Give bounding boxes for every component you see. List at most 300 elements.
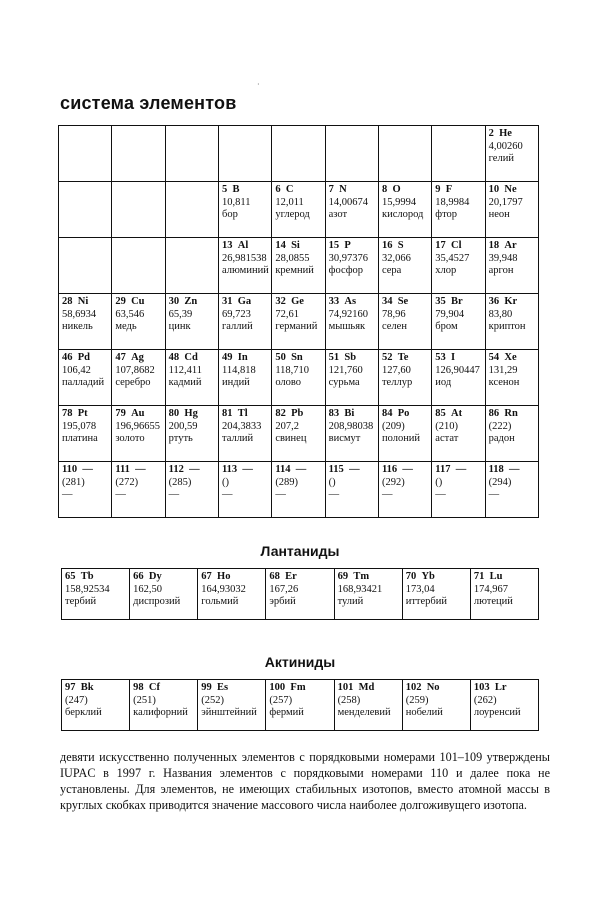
element-symbol: Ge	[291, 296, 304, 307]
element-name: калифорний	[133, 707, 188, 718]
element-cell	[470, 569, 538, 620]
atomic-mass: 83,80	[488, 308, 513, 320]
top-mark: ·	[257, 80, 260, 89]
atomic-number: 36	[488, 296, 500, 307]
periodic-table-main	[58, 125, 539, 518]
element-cell	[334, 680, 402, 731]
element-cell	[218, 350, 271, 406]
element-cell	[402, 680, 470, 731]
atomic-number: 103	[473, 682, 490, 693]
element-cell	[266, 680, 334, 731]
element-name: —	[488, 489, 500, 500]
atomic-number: 110	[62, 464, 78, 475]
element-cell	[62, 569, 130, 620]
empty-cell	[432, 126, 485, 182]
element-cell	[325, 462, 378, 518]
atomic-mass: 195,078	[62, 420, 97, 432]
element-cell	[485, 294, 538, 350]
element-name: индий	[221, 377, 250, 388]
element-symbol: —	[349, 464, 360, 475]
atomic-number: 7	[328, 184, 334, 195]
atomic-mass: 112,411	[168, 364, 203, 376]
element-cell	[432, 294, 485, 350]
element-cell	[198, 569, 266, 620]
element-cell	[59, 350, 112, 406]
element-name: иттербий	[405, 596, 447, 607]
element-symbol: No	[426, 682, 440, 693]
atomic-mass: (257)	[269, 694, 293, 706]
atomic-number: 78	[62, 408, 73, 419]
element-symbol: Al	[237, 240, 249, 251]
element-cell	[165, 406, 218, 462]
element-cell	[218, 238, 271, 294]
atomic-number: 31	[221, 296, 233, 307]
element-name: —	[381, 489, 393, 500]
lanthanides-table	[61, 568, 539, 620]
atomic-mass: (292)	[381, 476, 405, 488]
element-name: хлор	[435, 265, 457, 276]
element-name: неон	[488, 209, 510, 220]
actinides-title: Актиниды	[264, 654, 336, 670]
atomic-number: 102	[405, 682, 422, 693]
element-symbol: Se	[397, 296, 409, 307]
atomic-number: 35	[435, 296, 446, 307]
element-name: —	[62, 489, 73, 500]
table-row	[59, 406, 539, 462]
atomic-number: 84	[381, 408, 393, 419]
atomic-mass: (285)	[168, 476, 192, 488]
element-name: фермий	[269, 707, 304, 718]
element-symbol: O	[392, 184, 401, 195]
atomic-mass: 207,2	[275, 420, 299, 432]
atomic-mass: 127,60	[381, 364, 411, 376]
element-cell	[485, 238, 538, 294]
element-cell	[485, 126, 538, 182]
element-symbol: Dy	[148, 571, 162, 582]
element-cell	[59, 294, 112, 350]
element-name: галлий	[221, 321, 253, 332]
element-name: бор	[221, 209, 238, 220]
element-cell	[112, 462, 165, 518]
element-cell	[485, 462, 538, 518]
element-symbol: I	[451, 352, 456, 363]
element-symbol: —	[189, 464, 200, 475]
element-symbol: Pt	[77, 408, 88, 419]
empty-cell	[165, 182, 218, 238]
element-cell	[112, 294, 165, 350]
atomic-number: 101	[337, 682, 354, 693]
element-symbol: —	[295, 464, 307, 475]
element-name: —	[435, 489, 446, 500]
atomic-number: 52	[381, 352, 393, 363]
element-symbol: Xe	[504, 352, 517, 363]
atomic-mass: 65,39	[168, 308, 193, 320]
table-row	[59, 182, 539, 238]
atomic-number: 13	[221, 240, 233, 251]
atomic-mass: 173,04	[405, 583, 435, 595]
element-symbol: Er	[285, 571, 297, 582]
atomic-number: 29	[115, 296, 126, 307]
element-name: лютеций	[473, 596, 513, 607]
atomic-number: 114	[275, 464, 291, 475]
atomic-mass: (289)	[275, 476, 299, 488]
element-cell	[272, 462, 325, 518]
element-name: кадмий	[168, 377, 202, 388]
atomic-number: 99	[201, 682, 212, 693]
element-symbol: Tm	[353, 571, 370, 582]
atomic-mass: 162,50	[133, 583, 163, 595]
element-symbol: —	[135, 464, 146, 475]
atomic-mass: ()	[221, 476, 229, 488]
footnote	[60, 749, 550, 813]
element-symbol: B	[232, 184, 240, 195]
atomic-number: 28	[62, 296, 73, 307]
element-cell	[334, 569, 402, 620]
atomic-number: 112	[168, 464, 184, 475]
atomic-number: 32	[275, 296, 286, 307]
element-symbol: As	[344, 296, 357, 307]
element-symbol: Kr	[504, 296, 518, 307]
atomic-mass: 79,904	[435, 308, 465, 320]
atomic-mass: 131,29	[488, 364, 518, 376]
element-cell	[272, 350, 325, 406]
element-name: цинк	[168, 321, 191, 332]
empty-cell	[165, 126, 218, 182]
atomic-number: 66	[133, 571, 144, 582]
atomic-mass: 208,98038	[328, 420, 374, 432]
element-cell	[165, 294, 218, 350]
element-name: ксенон	[488, 377, 520, 388]
element-name: —	[168, 489, 180, 500]
atomic-mass: (258)	[337, 694, 361, 706]
element-symbol: —	[82, 464, 93, 475]
atomic-mass: 78,96	[381, 308, 406, 320]
atomic-number: 81	[221, 408, 233, 419]
element-name: кремний	[275, 265, 314, 276]
atomic-number: 115	[328, 464, 344, 475]
atomic-mass: 15,9994	[381, 196, 417, 208]
element-symbol: Tb	[80, 571, 94, 582]
table-row	[59, 350, 539, 406]
atomic-number: 15	[328, 240, 340, 251]
atomic-number: 2	[488, 128, 494, 139]
element-cell	[432, 238, 485, 294]
element-name: криптон	[488, 321, 526, 332]
atomic-number: 10	[488, 184, 500, 195]
atomic-mass: 72,61	[275, 308, 299, 320]
element-name: эйнштейний	[201, 707, 257, 718]
atomic-mass: 58,6934	[62, 308, 97, 320]
atomic-mass: 168,93421	[337, 583, 383, 595]
atomic-number: 14	[275, 240, 286, 251]
element-symbol: At	[451, 408, 463, 419]
atomic-mass: (209)	[381, 420, 405, 432]
element-symbol: Md	[358, 682, 375, 693]
element-symbol: Yb	[421, 571, 435, 582]
element-cell	[402, 569, 470, 620]
element-cell	[470, 680, 538, 731]
element-symbol: In	[237, 352, 248, 363]
atomic-number: 111	[115, 464, 130, 475]
element-cell	[272, 406, 325, 462]
element-name: ртуть	[168, 433, 193, 444]
element-name: алюминий	[221, 265, 269, 276]
atomic-mass: 114,818	[221, 364, 256, 376]
atomic-mass: 196,96655	[115, 420, 160, 432]
element-symbol: Cd	[184, 352, 198, 363]
element-name: золото	[115, 433, 145, 444]
table-row	[59, 462, 539, 518]
element-name: кислород	[381, 209, 424, 220]
element-name: селен	[381, 321, 407, 332]
element-symbol: Sb	[344, 352, 357, 363]
atomic-number: 51	[328, 352, 340, 363]
atomic-mass: (252)	[201, 694, 225, 706]
element-cell	[266, 569, 334, 620]
empty-cell	[272, 126, 325, 182]
element-cell	[378, 294, 431, 350]
atomic-number: 79	[115, 408, 126, 419]
atomic-mass: 28,0855	[275, 252, 310, 264]
element-name: аргон	[488, 265, 514, 276]
table-row	[62, 569, 539, 620]
atomic-mass: 164,93032	[201, 583, 246, 595]
atomic-mass: 32,066	[381, 252, 411, 264]
atomic-number: 65	[65, 571, 76, 582]
atomic-mass: 167,26	[269, 583, 299, 595]
atomic-number: 6	[275, 184, 281, 195]
element-name: мышьяк	[328, 321, 366, 332]
actinides-table	[61, 679, 539, 731]
atomic-mass: 35,4527	[435, 252, 470, 264]
element-symbol: Au	[131, 408, 145, 419]
atomic-mass: 39,948	[488, 252, 518, 264]
atomic-number: 34	[381, 296, 393, 307]
element-symbol: Ni	[77, 296, 89, 307]
element-cell	[198, 680, 266, 731]
element-name: —	[328, 489, 340, 500]
element-symbol: Sn	[291, 352, 303, 363]
element-name: астат	[435, 433, 459, 444]
element-name: нобелий	[405, 707, 443, 718]
element-symbol: Cl	[451, 240, 462, 251]
atomic-number: 17	[435, 240, 446, 251]
atomic-number: 118	[488, 464, 504, 475]
element-cell	[272, 294, 325, 350]
element-name: сурьма	[328, 377, 360, 388]
atomic-mass: 26,981538	[221, 252, 267, 264]
element-name: серебро	[115, 377, 151, 388]
atomic-mass: 107,8682	[115, 364, 155, 376]
element-symbol: Cf	[148, 682, 160, 693]
atomic-mass: (259)	[405, 694, 429, 706]
atomic-mass: (294)	[488, 476, 512, 488]
element-name: диспрозий	[133, 596, 181, 607]
atomic-mass: 30,97376	[328, 252, 369, 264]
element-symbol: Pd	[77, 352, 91, 363]
element-cell	[272, 182, 325, 238]
atomic-mass: 118,710	[275, 364, 310, 376]
element-symbol: Zn	[184, 296, 198, 307]
element-symbol: S	[397, 240, 404, 251]
atomic-mass: 200,59	[168, 420, 198, 432]
element-symbol: Es	[217, 682, 229, 693]
atomic-mass: 63,546	[115, 308, 145, 320]
element-name: эрбий	[269, 596, 296, 607]
element-name: таллий	[221, 433, 254, 444]
element-symbol: Si	[291, 240, 300, 251]
atomic-mass: (222)	[488, 420, 512, 432]
element-cell	[165, 350, 218, 406]
atomic-mass: (251)	[133, 694, 156, 706]
atomic-number: 50	[275, 352, 286, 363]
atomic-number: 113	[221, 464, 238, 475]
lanthanides-title: Лантаниды	[260, 543, 340, 559]
element-name: гольмий	[201, 596, 239, 607]
empty-cell	[218, 126, 271, 182]
element-name: радон	[488, 433, 515, 444]
element-cell	[378, 182, 431, 238]
element-cell	[485, 182, 538, 238]
element-symbol: Cu	[131, 296, 145, 307]
element-cell	[325, 294, 378, 350]
element-cell	[218, 182, 271, 238]
atomic-number: 117	[435, 464, 451, 475]
element-symbol: Bi	[344, 408, 355, 419]
element-name: —	[275, 489, 286, 500]
atomic-mass: 204,3833	[221, 420, 262, 432]
element-name: гелий	[488, 153, 514, 164]
empty-cell	[165, 238, 218, 294]
element-name: олово	[275, 377, 302, 388]
element-cell	[130, 569, 198, 620]
element-cell	[112, 406, 165, 462]
atomic-mass: 12,011	[275, 196, 304, 208]
atomic-mass: ()	[328, 476, 336, 488]
element-symbol: N	[339, 184, 347, 195]
atomic-number: 5	[221, 184, 228, 195]
empty-cell	[59, 126, 112, 182]
element-name: углерод	[275, 209, 310, 220]
atomic-number: 8	[381, 184, 388, 195]
empty-cell	[112, 238, 165, 294]
element-name: висмут	[328, 433, 361, 444]
element-symbol: P	[344, 240, 351, 251]
atomic-number: 98	[133, 682, 144, 693]
element-cell	[432, 182, 485, 238]
element-cell	[378, 238, 431, 294]
element-cell	[432, 350, 485, 406]
element-symbol: Ar	[504, 240, 517, 251]
element-name: палладий	[62, 377, 105, 388]
element-name: —	[221, 489, 233, 500]
atomic-mass: 106,42	[62, 364, 91, 376]
atomic-number: 116	[381, 464, 398, 475]
table-row	[62, 680, 539, 731]
element-name: менделевий	[337, 707, 391, 718]
element-name: никель	[62, 321, 93, 332]
footnote-text: девяти искусственно полученных элементов с порядковыми номерами 101–109 утверждены IUPAC в 1997 г. Названия элементов с порядковыми номерами 110 и далее пока не установлены. Для элементов, не имеющих стабильных изотопов, вместо атомной массы в круглых скобках приводится значение массового числа наиболее долгоживущего изотопа.	[60, 750, 550, 812]
atomic-mass: 20,1797	[488, 196, 523, 208]
atomic-number: 67	[201, 571, 212, 582]
element-symbol: Fm	[290, 682, 306, 693]
atomic-number: 30	[168, 296, 180, 307]
atomic-number: 49	[221, 352, 233, 363]
element-symbol: Br	[451, 296, 463, 307]
element-name: платина	[62, 433, 98, 444]
element-name: азот	[328, 209, 348, 220]
element-cell	[485, 406, 538, 462]
element-cell	[130, 680, 198, 731]
atomic-mass: 18,9984	[435, 196, 470, 208]
element-symbol: Ag	[131, 352, 144, 363]
element-name: фосфор	[328, 265, 364, 276]
element-symbol: Te	[397, 352, 409, 363]
atomic-number: 68	[269, 571, 280, 582]
element-name: тербий	[65, 596, 97, 607]
atomic-number: 47	[115, 352, 126, 363]
atomic-number: 33	[328, 296, 340, 307]
atomic-number: 54	[488, 352, 500, 363]
atomic-number: 69	[337, 571, 349, 582]
element-symbol: —	[509, 464, 520, 475]
atomic-mass: (272)	[115, 476, 139, 488]
atomic-mass: 126,90447	[435, 364, 480, 376]
empty-cell	[59, 238, 112, 294]
element-cell	[378, 350, 431, 406]
atomic-mass: 4,00260	[488, 140, 523, 152]
element-name: полоний	[381, 433, 421, 444]
atomic-number: 48	[168, 352, 180, 363]
atomic-mass: 74,92160	[328, 308, 369, 320]
atomic-number: 70	[405, 571, 417, 582]
element-cell	[165, 462, 218, 518]
element-name: тулий	[337, 596, 364, 607]
element-name: свинец	[275, 433, 307, 444]
element-symbol: Ho	[217, 571, 231, 582]
atomic-mass: ()	[435, 476, 443, 488]
element-cell	[325, 238, 378, 294]
empty-cell	[112, 126, 165, 182]
element-name: иод	[435, 377, 452, 388]
element-cell	[59, 406, 112, 462]
element-cell	[272, 238, 325, 294]
element-cell	[378, 406, 431, 462]
element-name: лоуренсий	[473, 707, 521, 718]
element-name: берклий	[65, 707, 102, 718]
page-title: система элементов	[60, 93, 237, 113]
table-row	[59, 238, 539, 294]
element-symbol: He	[499, 128, 512, 139]
atomic-number: 97	[65, 682, 76, 693]
atomic-mass: 10,811	[221, 196, 251, 208]
atomic-mass: (247)	[65, 694, 88, 706]
element-symbol: Ga	[237, 296, 252, 307]
element-cell	[59, 462, 112, 518]
element-symbol: Ne	[504, 184, 517, 195]
element-cell	[485, 350, 538, 406]
atomic-mass: 121,760	[328, 364, 363, 376]
element-cell	[218, 462, 271, 518]
element-symbol: Hg	[184, 408, 198, 419]
atomic-number: 71	[473, 571, 485, 582]
atomic-number: 100	[269, 682, 286, 693]
empty-cell	[325, 126, 378, 182]
element-cell	[218, 294, 271, 350]
atomic-mass: 158,92534	[65, 583, 110, 595]
atomic-number: 80	[168, 408, 180, 419]
element-symbol: Bk	[80, 682, 94, 693]
